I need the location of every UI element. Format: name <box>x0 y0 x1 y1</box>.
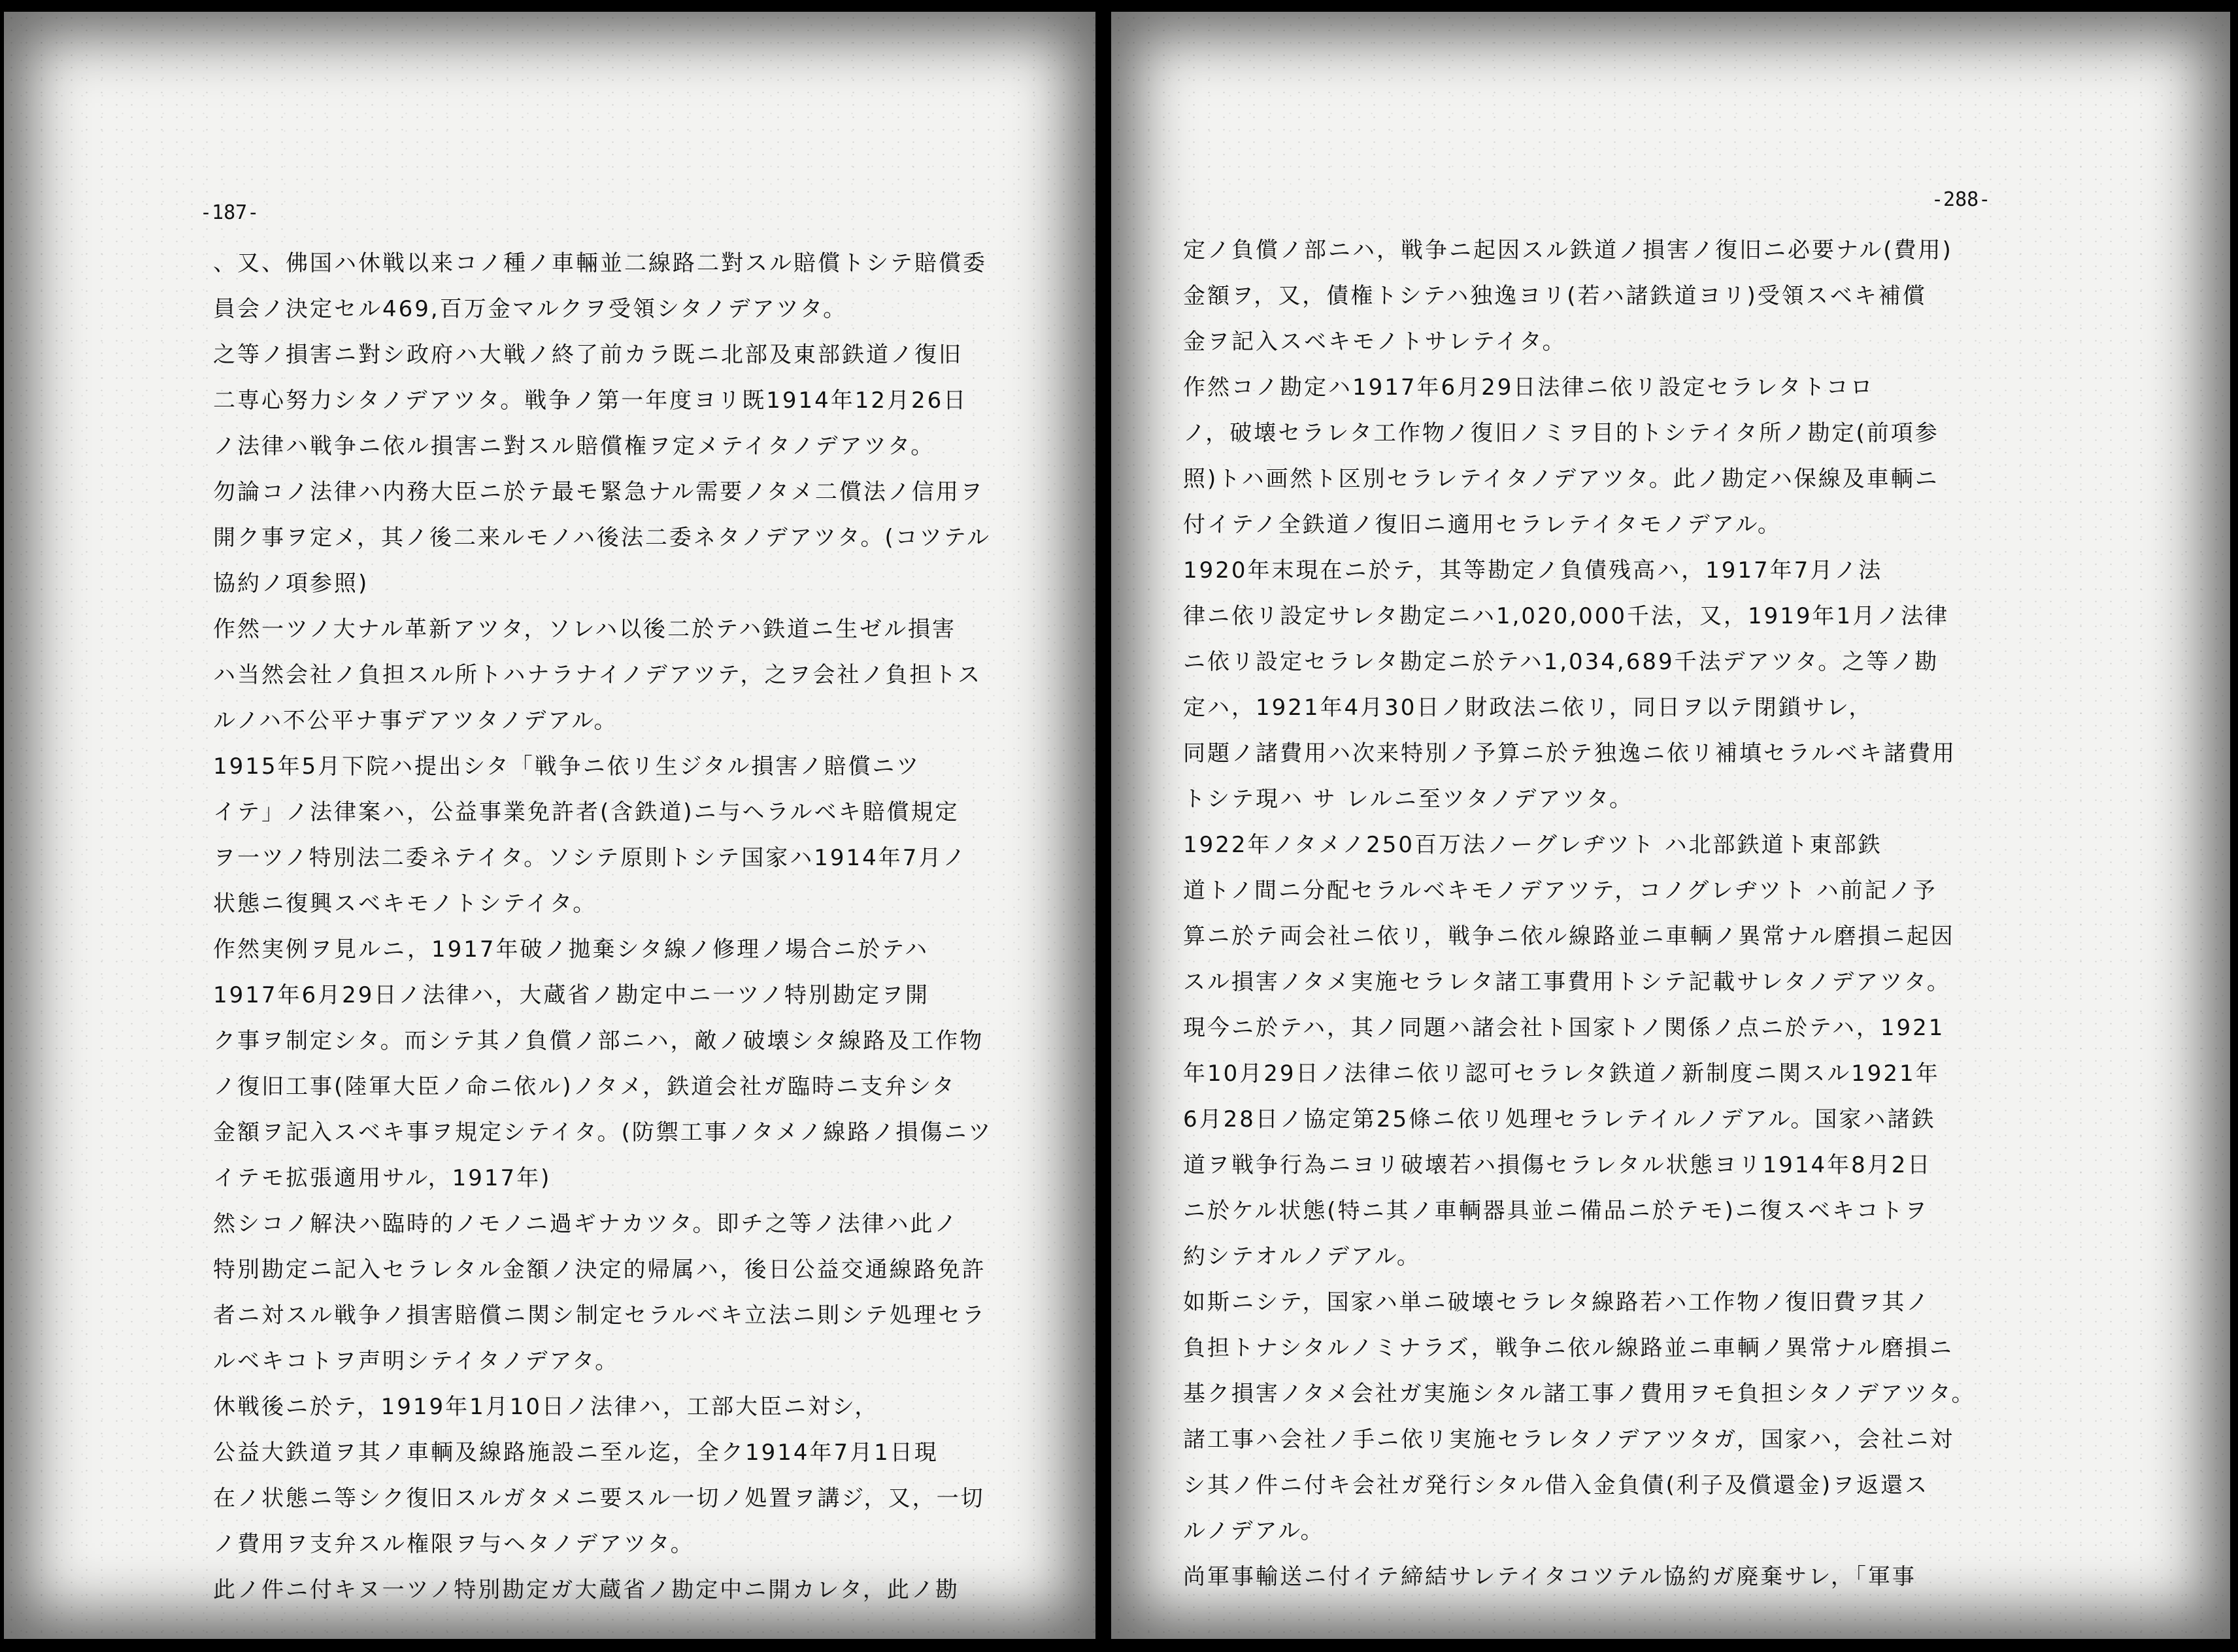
text-line: ヲ一ツノ特別法二委ネテイタ。ソシテ原則トシテ国家ハ1914年7月ノ <box>213 845 967 871</box>
text-line: 公益大鉄道ヲ其ノ車輌及線路施設ニ至ル迄，全ク1914年7月1日現 <box>213 1440 939 1466</box>
text-line: 基ク損害ノタメ会社ガ実施シタル諸工事ノ費用ヲモ負担シタノデアツタ。 <box>1183 1381 1976 1407</box>
text-line: 二専心努力シタノデアツタ。戦争ノ第一年度ヨリ既1914年12月26日 <box>213 388 968 414</box>
text-line: 在ノ状態ニ等シク復旧スルガタメニ要スル一切ノ処置ヲ講ジ，又，一切 <box>213 1485 985 1512</box>
text-line: 同題ノ諸費用ハ次来特別ノ予算ニ於テ独逸ニ依リ補填セラルベキ諸費用 <box>1183 740 1956 767</box>
text-line: 諸工事ハ会社ノ手ニ依リ実施セラレタノデアツタガ，国家ハ，会社ニ対 <box>1183 1427 1954 1453</box>
page-text <box>213 240 992 1613</box>
text-line: 付イテノ全鉄道ノ復旧ニ適用セラレテイタモノデアル。 <box>1183 512 1782 538</box>
text-line: 道トノ間ニ分配セラルベキモノデアツテ，コノグレヂツト ハ前記ノ予 <box>1183 878 1937 904</box>
text-line: イテモ拡張適用サル，1917年) <box>213 1165 552 1191</box>
text-line: トシテ現ハ サ レルニ至ツタノデアツタ。 <box>1183 786 1634 812</box>
text-line: 1915年5月下院ハ提出シタ「戦争ニ依リ生ジタル損害ノ賠償ニツ <box>213 753 921 780</box>
text-line: 作然実例ヲ見ルニ，1917年破ノ拋棄シタ線ノ修理ノ場合ニ於テハ <box>213 936 929 963</box>
page-number: -288- <box>1931 188 1991 211</box>
text-line: 1922年ノタメノ250百万法ノーグレヂツト ハ北部鉄道ト東部鉄 <box>1183 832 1882 858</box>
text-line: ニ依リ設定セラレタ勘定ニ於テハ1,034,689千法デアツタ。之等ノ勘 <box>1183 649 1939 675</box>
text-line: 休戦後ニ於テ，1919年1月10日ノ法律ハ，工部大臣ニ対シ， <box>213 1394 879 1420</box>
text-line: シ其ノ件ニ付キ会社ガ発行シタル借入金負債(利子及償還金)ヲ返還ス <box>1183 1472 1929 1498</box>
text-line: ノ費用ヲ支弁スル権限ヲ与ヘタノデアツタ。 <box>213 1531 695 1557</box>
text-line: 如斯ニシテ，国家ハ単ニ破壊セラレタ線路若ハ工作物ノ復旧費ヲ其ノ <box>1183 1289 1931 1315</box>
text-line: ノ法律ハ戦争ニ依ル損害ニ對スル賠償権ヲ定メテイタノデアツタ。 <box>213 433 935 459</box>
text-line: 、又、佛国ハ休戦以来コノ種ノ車輛並二線路二對スル賠償トシテ賠償委 <box>213 250 987 276</box>
text-line: 6月28日ノ協定第25條ニ依リ処理セラレテイルノデアル。国家ハ諸鉄 <box>1183 1106 1936 1132</box>
text-line: イテ」ノ法律案ハ，公益事業免許者(含鉄道)ニ与ヘラルベキ賠償規定 <box>213 799 960 825</box>
text-line: 協約ノ項参照) <box>213 570 369 597</box>
text-line: ノ復旧工事(陸軍大臣ノ命ニ依ル)ノタメ，鉄道会社ガ臨時ニ支弁シタ <box>213 1074 956 1100</box>
text-line: 定ハ，1921年4月30日ノ財政法ニ依リ，同日ヲ以テ閉鎖サレ， <box>1183 695 1873 721</box>
text-line: ルベキコトヲ声明シテイタノデアタ。 <box>213 1348 620 1374</box>
text-line: 尚軍事輸送ニ付イテ締結サレテイタコツテル協約ガ廃棄サレ，「軍事 <box>1183 1564 1916 1590</box>
text-line: 1920年末現在ニ於テ，其等勘定ノ負債残高ハ，1917年7月ノ法 <box>1183 557 1883 584</box>
text-line: ク事ヲ制定シタ。而シテ其ノ負償ノ部ニハ，敵ノ破壊シタ線路及工作物 <box>213 1028 984 1054</box>
text-line: 金額ヲ，又，債権トシテハ独逸ヨリ(若ハ諸鉄道ヨリ)受領スベキ補償 <box>1183 283 1927 309</box>
text-line: 金額ヲ記入スベキ事ヲ規定シテイタ。(防禦工事ノタメノ線路ノ損傷ニツ <box>213 1119 993 1146</box>
text-line: 道ヲ戦争行為ニヨリ破壊若ハ損傷セラレタル状態ヨリ1914年8月2日 <box>1183 1152 1932 1178</box>
text-line: ルノハ不公平ナ事デアツタノデアル。 <box>213 708 618 734</box>
text-line: 状態ニ復興スベキモノトシテイタ。 <box>213 891 597 917</box>
text-line: スル損害ノタメ実施セラレタ諸工事費用トシテ記載サレタノデアツタ。 <box>1183 969 1951 995</box>
text-line: 算ニ於テ両会社ニ依リ，戦争ニ依ル線路並ニ車輌ノ異常ナル磨損ニ起因 <box>1183 923 1955 950</box>
text-line: 作然一ツノ大ナル革新アツタ，ソレハ以後二於テハ鉄道ニ生ゼル損害 <box>213 616 957 642</box>
text-line: 定ノ負償ノ部ニハ，戦争ニ起因スル鉄道ノ損害ノ復旧ニ必要ナル(費用) <box>1183 237 1953 263</box>
text-line: 負担トナシタルノミナラズ，戦争ニ依ル線路並ニ車輌ノ異常ナル磨損ニ <box>1183 1335 1954 1361</box>
text-line: 此ノ件ニ付キヌ一ツノ特別勘定ガ大蔵省ノ勘定中ニ開カレタ，此ノ勘 <box>213 1577 960 1603</box>
text-line: 金ヲ記入スベキモノトサレテイタ。 <box>1183 329 1567 355</box>
text-line: 員会ノ決定セル469,百万金マルクヲ受領シタノデアツタ。 <box>213 296 848 322</box>
page-number: -187- <box>200 201 259 224</box>
page-text <box>1183 227 1976 1600</box>
text-line: 勿論コノ法律ハ内務大臣ニ於テ最モ緊急ナル需要ノタメ二償法ノ信用ヲ <box>213 479 984 505</box>
text-line: 照)トハ画然ト区別セラレテイタノデアツタ。此ノ勘定ハ保線及車輌ニ <box>1183 466 1939 492</box>
text-line: ルノデアル。 <box>1183 1518 1325 1544</box>
text-line: 特別勘定ニ記入セラレタル金額ノ決定的帰属ハ，後日公益交通線路免許 <box>213 1257 986 1283</box>
text-line: 之等ノ損害ニ對シ政府ハ大戦ノ終了前カラ既ニ北部及東部鉄道ノ復旧 <box>213 342 963 368</box>
right-page <box>1111 12 2230 1639</box>
text-line: 者ニ対スル戦争ノ損害賠償ニ関シ制定セラルベキ立法ニ則シテ処理セラ <box>213 1302 986 1329</box>
text-line: 年10月29日ノ法律ニ依リ認可セラレタ鉄道ノ新制度ニ関スル1921年 <box>1183 1061 1940 1087</box>
text-line: 現今ニ於テハ，其ノ同題ハ諸会社ト国家トノ関係ノ点ニ於テハ，1921 <box>1183 1015 1945 1041</box>
text-line: 作然コノ勘定ハ1917年6月29日法律ニ依リ設定セラレタトコロ <box>1183 374 1875 401</box>
text-line: ニ於ケル状態(特ニ其ノ車輌器具並ニ備品ニ於テモ)ニ復スベキコトヲ <box>1183 1198 1929 1224</box>
text-line: ノ，破壊セラレタ工作物ノ復旧ノミヲ目的トシテイタ所ノ勘定(前項参 <box>1183 420 1939 446</box>
text-line: 然シコノ解決ハ臨時的ノモノニ過ギナカツタ。即チ之等ノ法律ハ此ノ <box>213 1211 959 1237</box>
text-line: 開ク事ヲ定メ，其ノ後二来ルモノハ後法二委ネタノデアツタ。(コツテル <box>213 525 992 551</box>
text-line: 1917年6月29日ノ法律ハ，大蔵省ノ勘定中ニ一ツノ特別勘定ヲ開 <box>213 982 930 1008</box>
text-line: 律ニ依リ設定サレタ勘定ニハ1,020,000千法，又，1919年1月ノ法律 <box>1183 603 1950 629</box>
left-page <box>4 12 1095 1639</box>
text-line: 約シテオルノデアル。 <box>1183 1244 1421 1270</box>
text-line: ハ当然会社ノ負担スル所トハナラナイノデアツテ，之ヲ会社ノ負担トス <box>213 662 982 688</box>
